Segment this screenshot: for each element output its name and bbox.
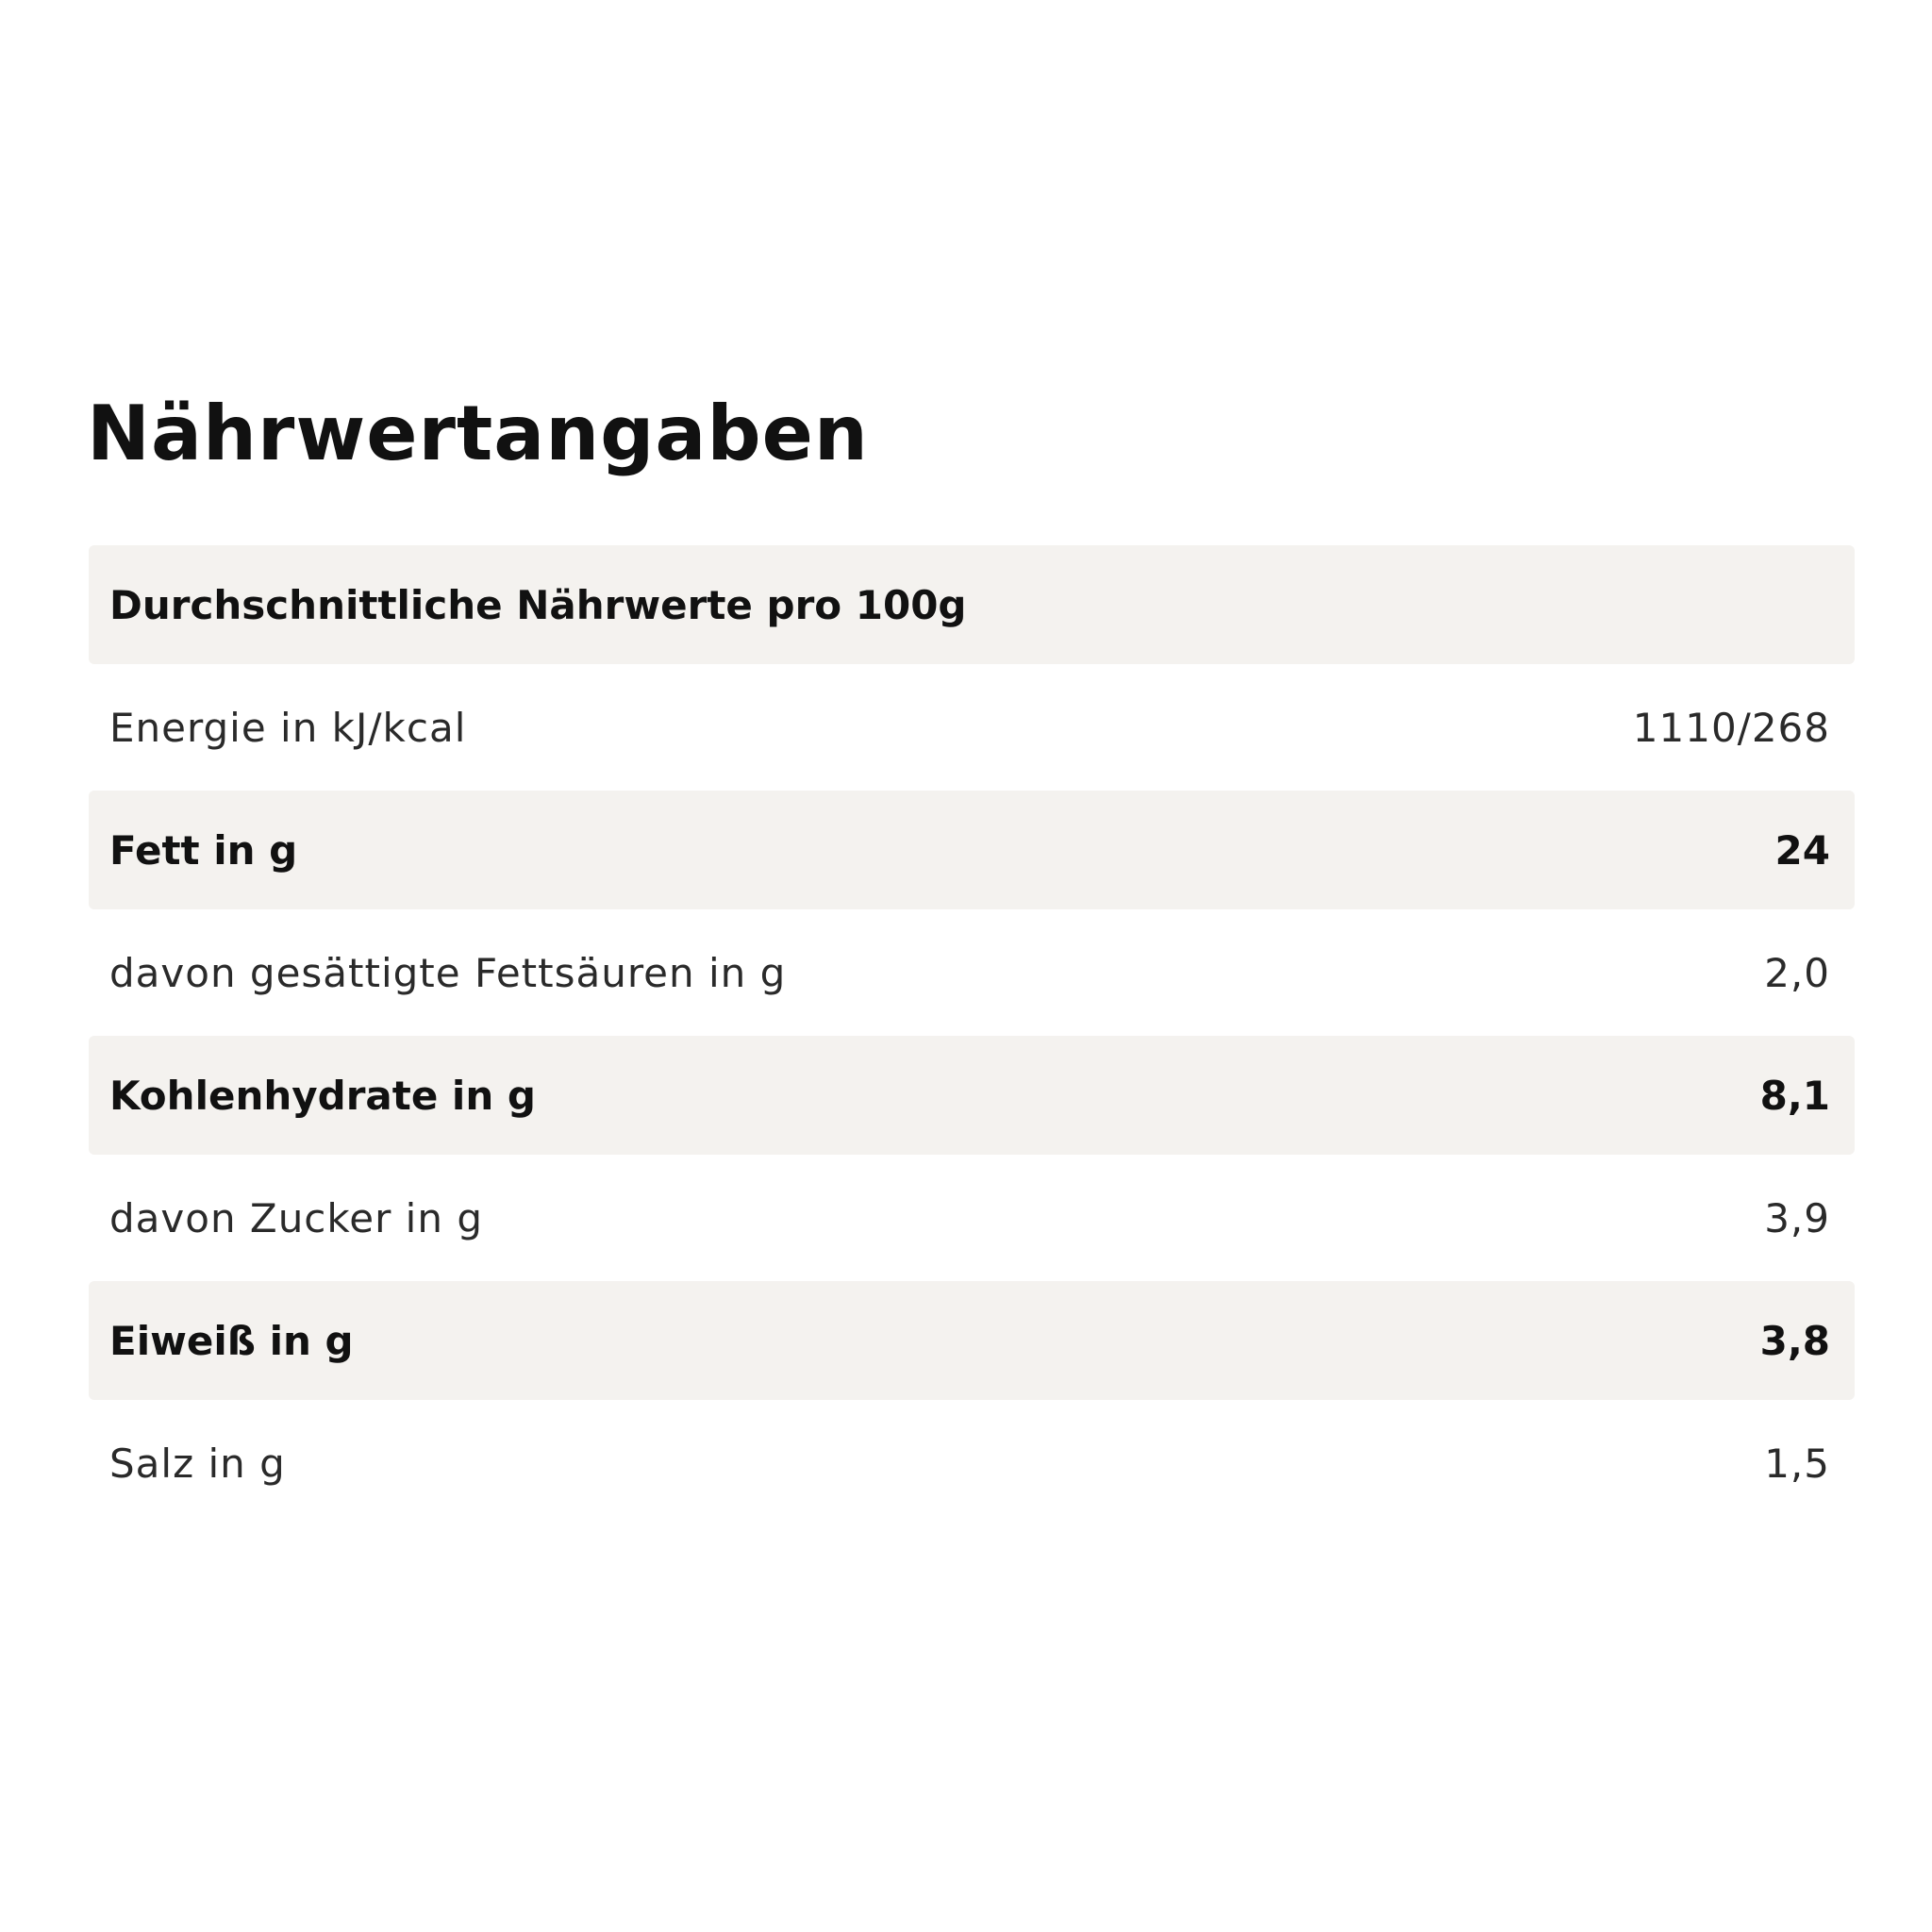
nutrition-row-saturated-fat (89, 913, 1855, 1032)
nutrient-label: Energie in kJ/kcal (109, 704, 467, 751)
nutrient-value: 1110/268 (1632, 704, 1830, 751)
nutrition-row-sugar (89, 1158, 1855, 1277)
nutrient-value: 2,0 (1764, 949, 1830, 996)
nutrition-row-energy (89, 668, 1855, 787)
nutrition-row-carbohydrates (89, 1036, 1855, 1155)
table-header-row (89, 545, 1855, 664)
nutrient-label: Kohlenhydrate in g (109, 1072, 536, 1119)
nutrition-row-fat (89, 791, 1855, 909)
nutrient-label: Eiweiß in g (109, 1317, 354, 1364)
nutrient-label: davon gesättigte Fettsäuren in g (109, 949, 787, 996)
page-title: Nährwertangaben (87, 390, 869, 477)
nutrition-table (89, 545, 1855, 1526)
nutrient-value: 3,8 (1759, 1317, 1830, 1364)
table-header-label: Durchschnittliche Nährwerte pro 100g (109, 581, 967, 628)
nutrient-value: 3,9 (1764, 1194, 1830, 1241)
nutrient-label: davon Zucker in g (109, 1194, 483, 1241)
nutrition-row-salt (89, 1404, 1855, 1523)
nutrient-value: 8,1 (1759, 1072, 1830, 1119)
nutrition-row-protein (89, 1281, 1855, 1400)
nutrient-label: Fett in g (109, 826, 298, 874)
nutrient-label: Salz in g (109, 1440, 286, 1487)
nutrient-value: 1,5 (1764, 1440, 1830, 1487)
nutrient-value: 24 (1774, 826, 1830, 874)
